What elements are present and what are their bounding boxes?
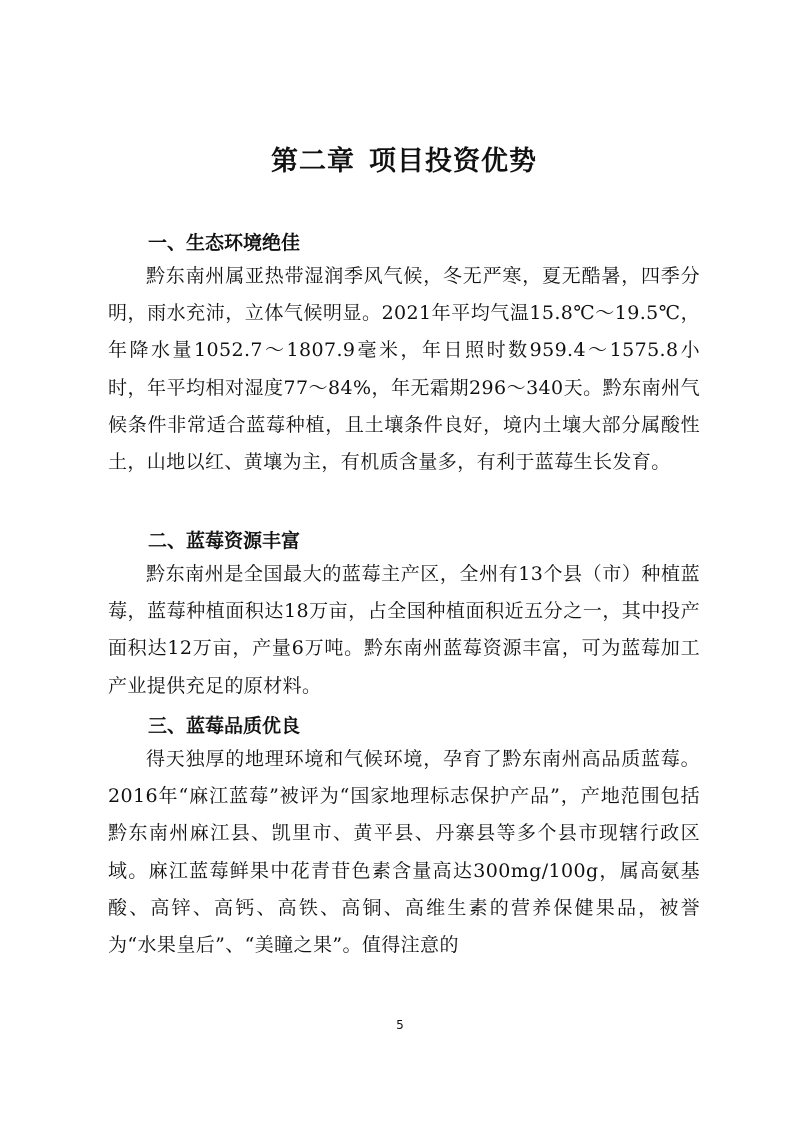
chapter-title [108, 144, 700, 180]
page-number: 5 [396, 1018, 404, 1032]
chapter-number: 第二章 [271, 146, 355, 177]
document-page [108, 0, 700, 1131]
section-heading-quality: 三、蓝莓品质优良 [148, 715, 301, 737]
section-heading-resources: 二、蓝莓资源丰富 [148, 530, 301, 552]
paragraph-ecology: 黔东南州属亚热带湿润季风气候，冬无严寒，夏无酷暑，四季分明，雨水充沛，立体气候明显。2021年平均气温15.8℃～19.5℃，年降水量1052.7～1807.9毫米，年日照时数959.4～1575.8小时，年平均相对湿度77～84%，年无霜期296～340天。黔东南州气候条件非常适合蓝莓种植，且土壤条件良好，境内土壤大部分属酸性土，山地以红、黄壤为主，有机质含量多，有利于蓝莓生长发育。 [108, 265, 700, 474]
section-heading-ecology: 一、生态环境绝佳 [148, 232, 301, 254]
paragraph-resources: 黔东南州是全国最大的蓝莓主产区，全州有13个县（市）种植蓝莓，蓝莓种植面积达18万亩，占全国种植面积近五分之一，其中投产面积达12万亩，产量6万吨。黔东南州蓝莓资源丰富，可为蓝莓加工产业提供充足的原材料。 [108, 563, 700, 697]
paragraph-quality: 得天独厚的地理环境和气候环境，孕育了黔东南州高品质蓝莓。2016年“麻江蓝莓”被评为“国家地理标志保护产品”，产地范围包括黔东南州麻江县、凯里市、黄平县、丹寨县等多个县市现辖行政区域。麻江蓝莓鲜果中花青苷色素含量高达300mg/100g，属高氨基酸、高锌、高钙、高铁、高铜、高维生素的营养保健果品，被誉为“水果皇后”、“美瞳之果”。值得注意的 [108, 748, 700, 957]
chapter-name: 项目投资优势 [369, 146, 537, 177]
